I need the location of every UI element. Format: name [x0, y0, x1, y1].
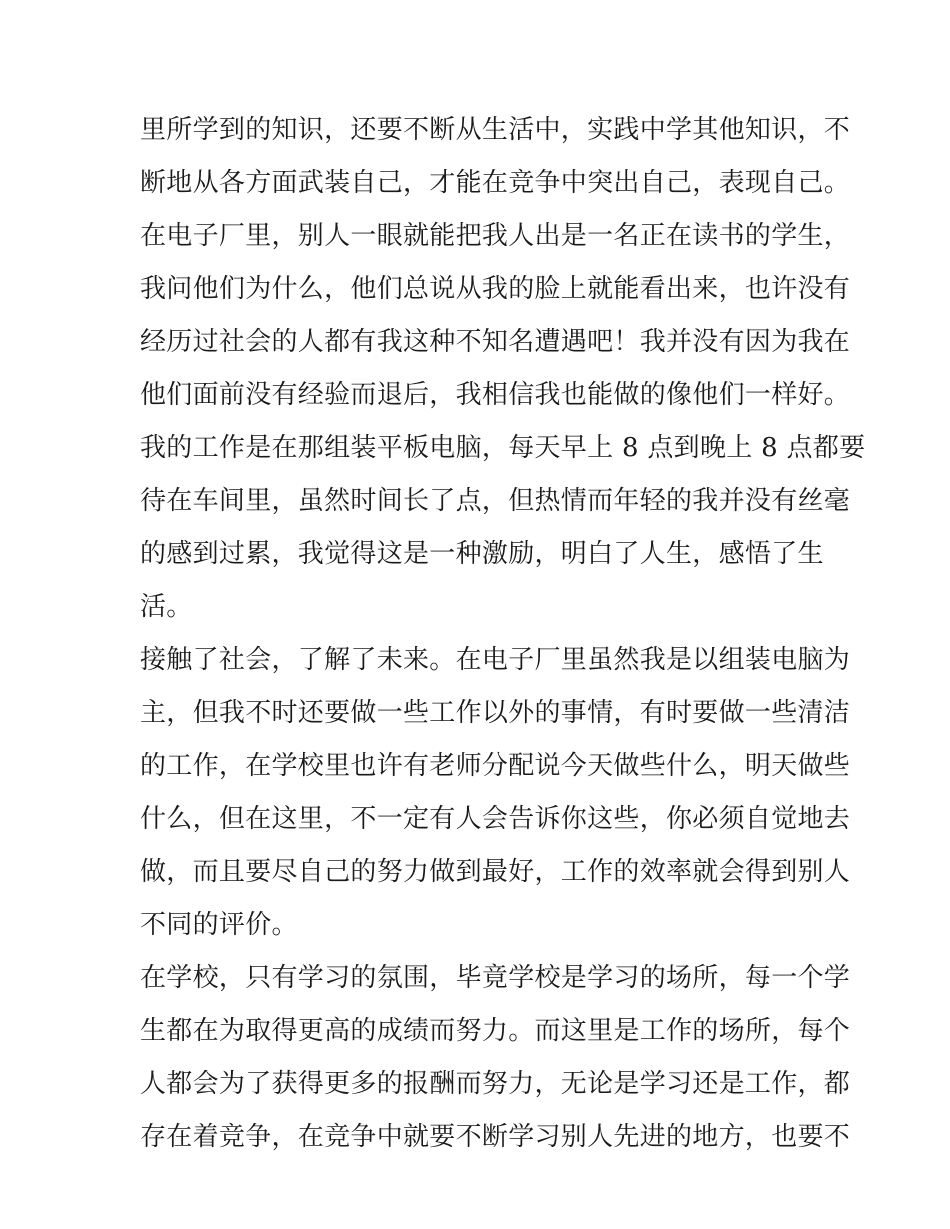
text-line: 经历过社会的人都有我这种不知名遭遇吧！我并没有因为我在 — [140, 327, 851, 357]
document-body — [140, 104, 866, 1164]
text-line: 他们面前没有经验而退后，我相信我也能做的像他们一样好。 — [140, 380, 851, 410]
text-line: 我的工作是在那组装平板电脑，每天早上 8 点到晚上 8 点都要 — [140, 433, 866, 463]
text-line: 的感到过累，我觉得这是一种激励，明白了人生，感悟了生 — [140, 539, 824, 569]
text-line: 存在着竞争，在竞争中就要不断学习别人先进的地方，也要不 — [140, 1122, 851, 1152]
text-line: 里所学到的知识，还要不断从生活中，实践中学其他知识，不 — [140, 115, 851, 145]
text-line: 不同的评价。 — [140, 910, 298, 940]
text-line: 什么，但在这里，不一定有人会告诉你这些，你必须自觉地去 — [140, 804, 851, 834]
text-line: 的工作，在学校里也许有老师分配说今天做些什么，明天做些 — [140, 751, 851, 781]
text-line: 在学校，只有学习的氛围，毕竟学校是学习的场所，每一个学 — [140, 963, 851, 993]
text-line: 我问他们为什么，他们总说从我的脸上就能看出来，也许没有 — [140, 274, 851, 304]
text-line: 在电子厂里，别人一眼就能把我人出是一名正在读书的学生， — [140, 221, 851, 251]
text-line: 做，而且要尽自己的努力做到最好，工作的效率就会得到别人 — [140, 857, 851, 887]
text-line: 接触了社会，了解了未来。在电子厂里虽然我是以组装电脑为 — [140, 645, 851, 675]
text-line: 活。 — [140, 592, 193, 622]
text-line: 生都在为取得更高的成绩而努力。而这里是工作的场所，每个 — [140, 1016, 851, 1046]
text-line: 主，但我不时还要做一些工作以外的事情，有时要做一些清洁 — [140, 698, 851, 728]
text-line: 待在车间里，虽然时间长了点，但热情而年轻的我并没有丝毫 — [140, 486, 851, 516]
text-line: 人都会为了获得更多的报酬而努力，无论是学习还是工作，都 — [140, 1069, 851, 1099]
text-line: 断地从各方面武装自己，才能在竞争中突出自己，表现自己。 — [140, 168, 851, 198]
